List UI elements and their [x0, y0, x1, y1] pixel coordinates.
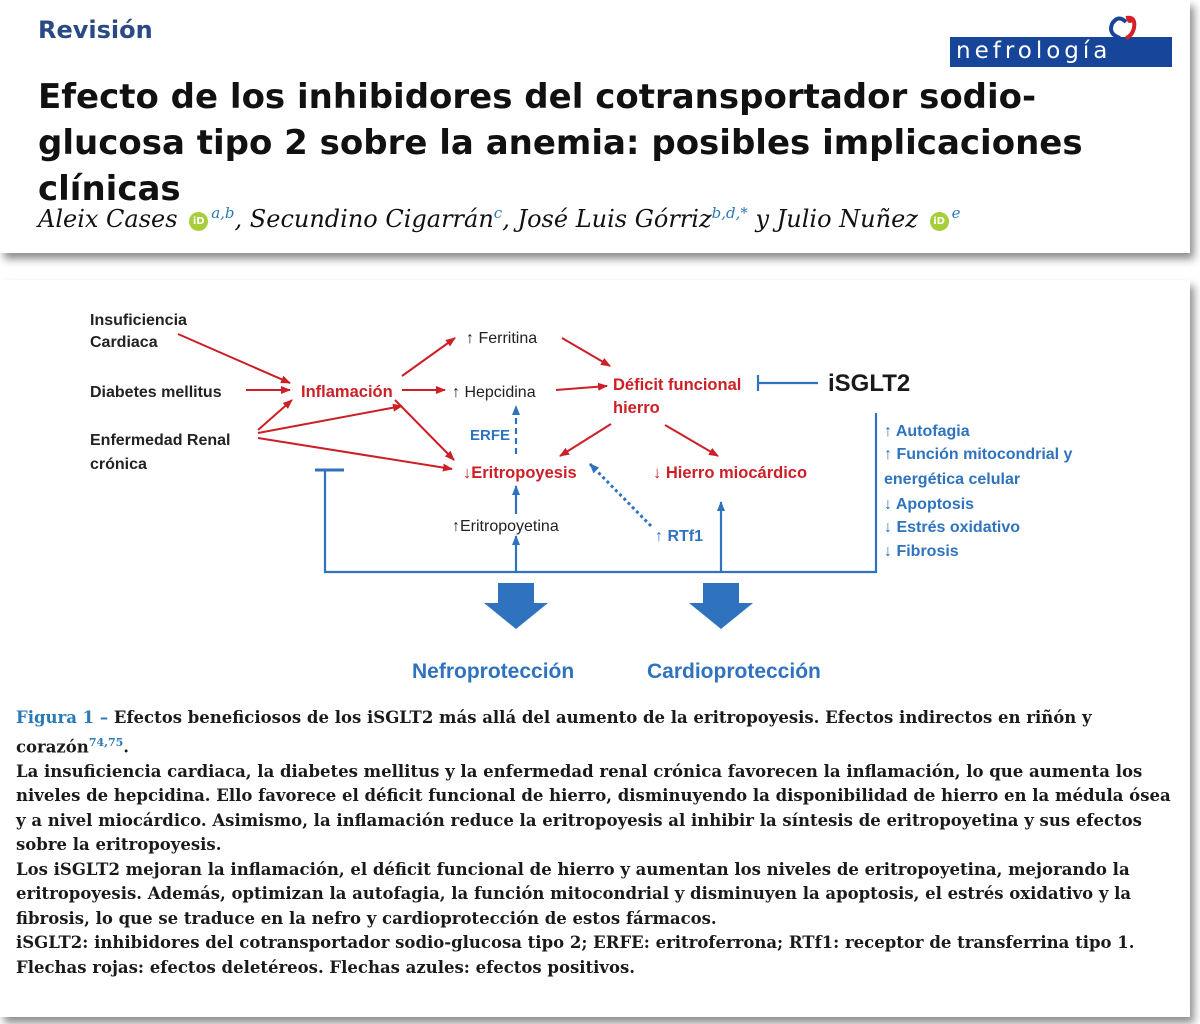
caption-paragraph: Los iSGLT2 mejoran la inflamación, el déficit funcional de hierro y aumentan los niveles de eritropoyetina, mejorando la eritropoyesis. Además, optimizan la autofagia, la función mitocondrial y disminuyen la apoptosis, el estrés oxidativo y la fibrosis, lo que se traduce en la nefro y cardioprotección de estos fármacos.: [16, 859, 1132, 928]
cause-ckd: Enfermedad Renal: [90, 432, 231, 449]
figure-panel: [0, 280, 1190, 1017]
node-ferritin: ↑ Ferritina: [466, 330, 538, 347]
figure-title: Efectos beneficiosos de los iSGLT2 más allá del aumento de la eritropoyesis. Efectos indirectos en riñón y corazón: [16, 708, 1092, 756]
effect-item: ↓ Apoptosis: [884, 496, 975, 513]
effect-item: ↓ Fibrosis: [884, 543, 959, 560]
node-hepcidin: ↑ Hepcidina: [452, 384, 536, 401]
cause-ckd: crónica: [90, 456, 147, 473]
orcid-icon[interactable]: iD: [930, 212, 949, 231]
figure-caption: [16, 706, 1181, 980]
journal-logo: [950, 14, 1175, 64]
isglt2-feedback-line: [325, 413, 876, 572]
node-isglt2: iSGLT2: [828, 370, 911, 397]
down-arrow-cardio-icon: [689, 583, 753, 629]
node-iron-deficit: hierro: [613, 399, 660, 417]
node-erythropoiesis: ↓Eritropoyesis: [463, 464, 577, 482]
arrow-deficit-to-myocardial-iron: [665, 425, 718, 456]
figure-label: Figura 1 –: [16, 708, 109, 727]
arrow-inflammation-to-erythropoiesis: [395, 400, 454, 460]
effect-item: ↓ Estrés oxidativo: [884, 519, 1021, 536]
node-rtf1: ↑ RTf1: [655, 528, 703, 545]
article-header: [0, 0, 1190, 253]
author-affiliation: c: [493, 204, 503, 222]
article-title: Efecto de los inhibidores del cotransportador sodio-glucosa tipo 2 sobre la anemia: posibles implicaciones clínicas: [38, 77, 1083, 209]
cause-diabetes: Diabetes mellitus: [90, 384, 222, 401]
effect-item: ↑ Función mitocondrial y: [884, 446, 1073, 463]
cause-heart-failure: Cardiaca: [90, 334, 158, 351]
author-name[interactable]: Aleix Cases: [38, 205, 178, 233]
effect-item: ↑ Autofagia: [884, 423, 970, 440]
arrow-ferritin-to-deficit: [562, 338, 610, 366]
journal-logo-text: nefrología: [956, 38, 1112, 64]
arrow-ckd-to-inflammation: [258, 400, 292, 430]
outcome-cardioprotection: Cardioprotección: [647, 660, 821, 683]
author-affiliation: e: [951, 204, 961, 222]
node-iron-deficit: Déficit funcional: [613, 376, 742, 394]
author-list: [38, 205, 960, 233]
author-name[interactable]: José Luis Górriz: [517, 205, 712, 233]
node-myocardial-iron: ↓ Hierro miocárdico: [653, 464, 808, 482]
author-affiliation: b,d,*: [711, 204, 748, 222]
pathway-diagram: [0, 280, 1190, 700]
author-separator: ,: [234, 205, 250, 233]
author-separator: ,: [502, 205, 518, 233]
caption-title: [16, 706, 1181, 760]
arrow-rtf1-to-erythropoiesis: [590, 464, 651, 526]
caption-paragraph: La insuficiencia cardiaca, la diabetes mellitus y la enfermedad renal crónica favorecen la inflamación, lo que aumenta los niveles de hepcidina. Ello favorece el déficit funcional de hierro, disminuyendo la disponibilidad de hierro en la médula ósea y a nivel miocárdico. Asimismo, la inflamación reduce la eritropoyesis al inhibir la síntesis de eritropoyetina y sus efectos sobre la eritropoyesis.: [16, 761, 1171, 854]
arrow-ckd-to-erythropoiesis: [258, 438, 452, 469]
down-arrow-nephro-icon: [484, 583, 548, 629]
node-inflammation: Inflamación: [301, 383, 393, 401]
author-conjunction: y: [747, 205, 777, 233]
figure-title-end: .: [123, 737, 130, 756]
arrow-heart-to-inflammation: [178, 334, 290, 383]
author-affiliation: a,b: [211, 204, 235, 222]
author-name[interactable]: Secundino Cigarrán: [249, 205, 494, 233]
caption-paragraph: iSGLT2: inhibidores del cotransportador sodio-glucosa tipo 2; ERFE: eritroferrona; RTf1: receptor de transferrina tipo 1.: [16, 933, 1135, 952]
cause-heart-failure: Insuficiencia: [90, 312, 187, 329]
author-name[interactable]: Julio Nuñez: [776, 205, 918, 233]
effect-item: energética celular: [884, 471, 1021, 488]
arrow-inflammation-to-ferritin: [402, 338, 455, 376]
caption-paragraph: Flechas rojas: efectos deletéreos. Flechas azules: efectos positivos.: [16, 957, 636, 977]
arrow-deficit-to-erythropoiesis: [560, 424, 611, 456]
outcome-nephroprotection: Nefroprotección: [412, 660, 575, 683]
citation-refs[interactable]: 74,75: [88, 735, 124, 749]
section-label: Revisión: [38, 16, 153, 44]
node-erfe: ERFE: [470, 427, 511, 444]
arrow-hepcidin-to-deficit: [556, 386, 607, 390]
orcid-icon[interactable]: iD: [189, 212, 208, 231]
node-erythropoietin: ↑Eritropoyetina: [452, 518, 559, 535]
